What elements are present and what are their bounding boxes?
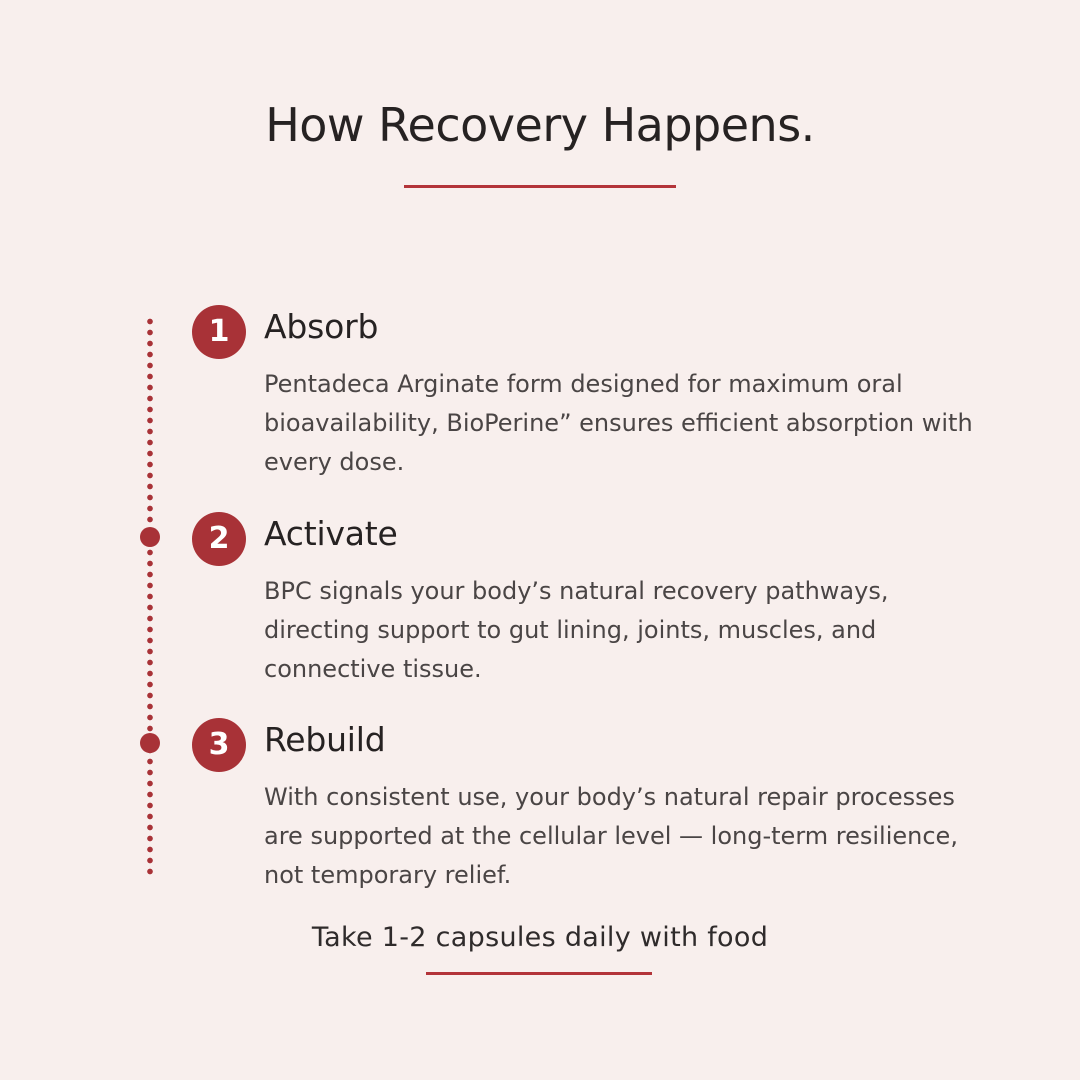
dosage-instruction: Take 1-2 capsules daily with food [311, 922, 769, 953]
step-number-badge: 2 [192, 512, 246, 566]
step-title: Activate [264, 514, 398, 553]
footer-underline [426, 972, 652, 975]
timeline-node-3 [140, 733, 160, 753]
step-description: Pentadeca Arginate form designed for maximum oral bioavailability, BioPerine” ensures efficient absorption with every dose. [264, 370, 973, 476]
step-description: With consistent use, your body’s natural repair processes are supported at the cellular level — long-term resilience, not temporary relief. [264, 783, 958, 889]
step-number-badge: 1 [192, 305, 246, 359]
page-title: How Recovery Happens. [265, 98, 815, 152]
step-number-badge: 3 [192, 718, 246, 772]
step-description: BPC signals your body’s natural recovery pathways, directing support to gut lining, joints, muscles, and connective tissue. [264, 577, 889, 683]
dotted-timeline [146, 316, 154, 876]
step-title: Absorb [264, 307, 379, 346]
timeline-node-2 [140, 527, 160, 547]
title-underline [404, 185, 676, 188]
step-title: Rebuild [264, 720, 386, 759]
